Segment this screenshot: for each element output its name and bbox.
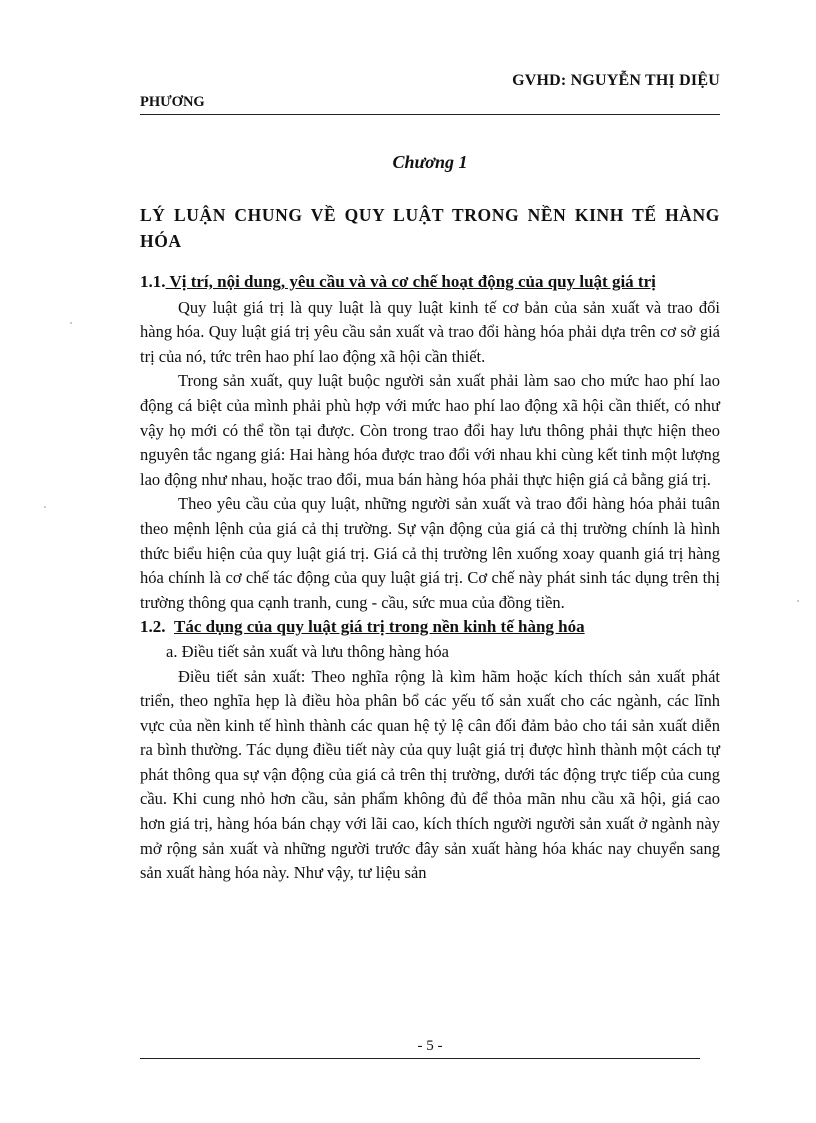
chapter-title: LÝ LUẬN CHUNG VỀ QUY LUẬT TRONG NỀN KINH TẾ HÀNG HÓA (140, 205, 720, 251)
scan-speck (797, 600, 799, 602)
paragraph: Trong sản xuất, quy luật buộc người sản xuất phải làm sao cho mức hao phí lao động cá biệt của mình phải phù hợp với mức hao phí lao động xã hội cần thiết, có như vậy họ mới có thể tồn tại được. Còn trong trao đổi hay lưu thông phải thực hiện theo nguyên tắc ngang giá: Hai hàng hóa được trao đổi với nhau khi cùng kết tinh một lượng lao động như nhau, hoặc trao đổi, mua bán hàng hóa phải thực hiện giá cả bằng giá trị. (140, 371, 720, 489)
header-divider (140, 114, 720, 115)
page-number: - 5 - (417, 1038, 443, 1054)
scan-speck (70, 322, 72, 324)
paragraph: Quy luật giá trị là quy luật là quy luật kinh tế cơ bản của sản xuất và trao đổi hàng hóa. Quy luật giá trị yêu cầu sản xuất và trao đổi hàng hóa phải dựa trên cơ sở giá trị của nó, tức trên hao phí lao động xã hội cần thiết. (140, 297, 720, 366)
header-instructor-continued: PHƯƠNG (140, 94, 205, 110)
section-title-text: Vị trí, nội dung, yêu cầu và và cơ chế hoạt động của quy luật giá trị (165, 272, 656, 291)
footer-divider (140, 1058, 700, 1059)
chapter-label: Chương 1 (392, 152, 468, 172)
section-title-text: Tác dụng của quy luật giá trị trong nền kinh tế hàng hóa (174, 617, 585, 637)
subsection-heading-a: a. Điều tiết sản xuất và lưu thông hàng hóa (166, 641, 449, 661)
paragraph: Điều tiết sản xuất: Theo nghĩa rộng là kìm hãm hoặc kích thích sản xuất phát triển, theo nghĩa hẹp là điều hòa phân bổ các yếu tố sản xuất cho các ngành, các lĩnh vực của nền kinh tế hình thành các quan hệ tỷ lệ cân đối đảm bảo cho tái sản xuất diễn ra bình thường. Tác dụng điều tiết này của quy luật giá trị được hình thành một cách tự phát thông qua sự vận động của giá cả trên thị trường, dưới tác động trực tiếp của cung cầu. Khi cung nhỏ hơn cầu, sản phẩm không đủ để thỏa mãn nhu cầu xã hội, giá cao hơn giá trị, hàng hóa bán chạy với lãi cao, kích thích người người sản xuất ở ngành này mở rộng sản xuất và những người trước đây sản xuất hàng hóa khác nay chuyển sang sản xuất hàng hóa này. Như vậy, tư liệu sản (140, 666, 720, 883)
paragraph: Theo yêu cầu của quy luật, những người sản xuất và trao đổi hàng hóa phải tuân theo mệnh lệnh của giá cả thị trường. Sự vận động của giá cả thị trường chính là hình thức biểu hiện của quy luật giá trị. Giá cả thị trường lên xuống xoay quanh giá trị hàng hóa chính là cơ chế tác động của quy luật giá trị. Cơ chế này phát sinh tác dụng trên thị trường thông qua cạnh tranh, cung - cầu, sức mua của đồng tiền. (140, 494, 720, 612)
section-number: 1.1. (140, 272, 166, 291)
header-instructor: GVHD: NGUYỄN THỊ DIỆU (512, 72, 720, 89)
scan-speck (44, 506, 46, 508)
section-heading-1-2 (140, 615, 720, 640)
section-heading-1-1 (140, 270, 720, 295)
body-text (140, 270, 720, 886)
section-number: 1.2. (140, 617, 166, 637)
